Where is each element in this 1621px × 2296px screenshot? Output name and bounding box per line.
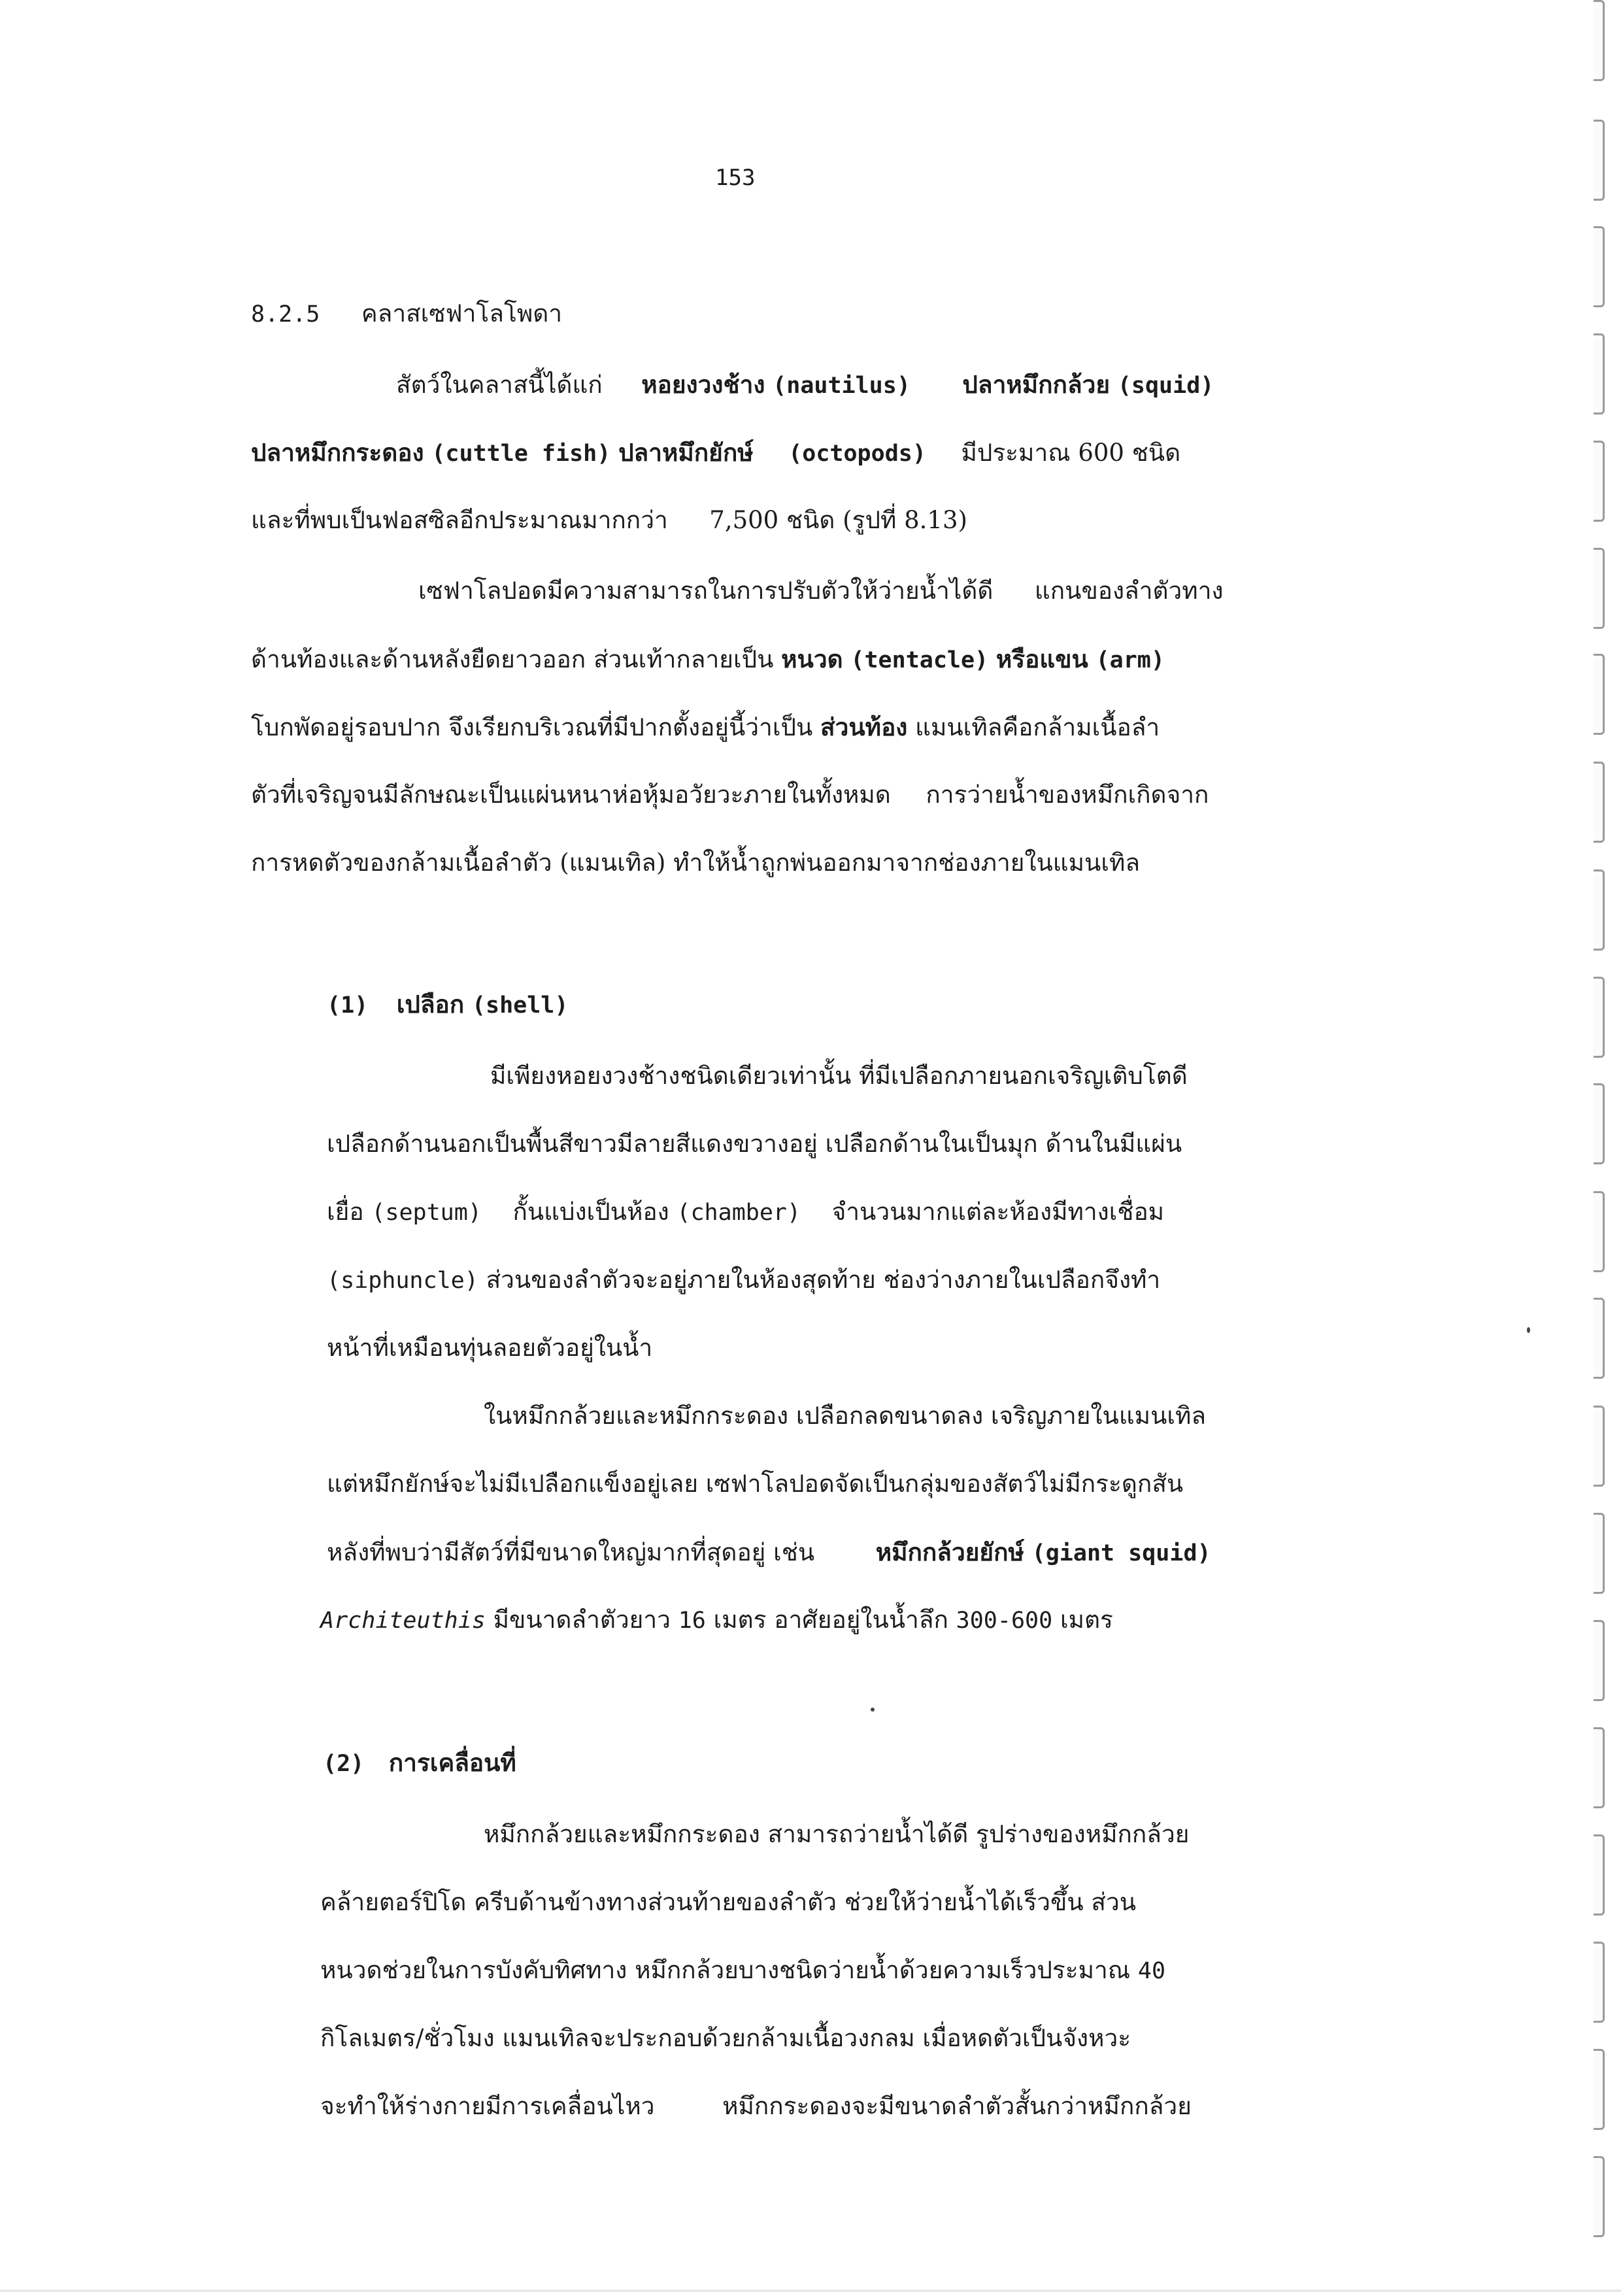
text-span: จำนวนมากแต่ละห้องมีทางเชื่อม [831,1198,1165,1226]
binder-ring [1594,2049,1605,2130]
term-tentacle-th: หนวด [781,645,843,673]
text-span: การหดตัวของกล้ามเนื้อลำตัว (แมนเทิล) ทำให้น้ำถูกพ่นออกมาจากช่องภายในแมนเทิล [251,849,1141,877]
text-span: แกนของลำตัวทาง [1034,577,1224,605]
text-span: เปลือกด้านนอกเป็นพื้นสีขาวมีลายสีแดงขวางอยู่ เปลือกด้านในเป็นมุก ด้านในมีแผ่น [327,1130,1182,1158]
text-span: แต่หมึกยักษ์จะไม่มีเปลือกแข็งอยู่เลย เซฟาโลปอดจัดเป็นกลุ่มของสัตว์ไม่มีกระดูกสัน [327,1470,1184,1498]
binder-ring [1594,762,1605,843]
binder-ring [1594,2156,1605,2237]
binder-ring [1594,1942,1605,2023]
term-nautilus-en: (nautilus) [773,373,911,399]
binder-ring [1594,1083,1605,1164]
subsection-title: การเคลื่อนที่ [388,1748,516,1777]
term-chamber: (chamber) [677,1200,801,1226]
binder-ring [1594,1191,1605,1272]
text-span: มีเพียงหอยงวงช้างชนิดเดียวเท่านั้น ที่มีเปลือกภายนอกเจริญเติบโตดี [490,1062,1188,1090]
subsection-1-line-1 [490,1059,1188,1093]
term-giant-squid-en: (giant squid) [1031,1540,1211,1566]
text-span: เซฟาโลปอดมีความสามารถในการปรับตัวให้ว่ายน้ำได้ดี [418,577,994,605]
term-septum: (septum) [371,1200,482,1226]
text-span: เยื่อ [327,1198,364,1226]
text-span: เมตร [1060,1606,1113,1634]
term-cuttlefish-th: ปลาหมึกกระดอง [251,438,424,467]
text-span: การว่ายน้ำของหมึกเกิดจาก [926,781,1209,809]
text-span: และที่พบเป็นฟอสซิลอีกประมาณมากกว่า [251,506,668,534]
subsection-2-line-3 [320,1953,1165,1988]
subsection-1-line-2 [327,1127,1182,1161]
paragraph-2-line-5 [251,846,1140,880]
term-squid-th: ปลาหมึกกล้วย [962,370,1111,399]
subsection-number: (2) [323,1751,365,1777]
binder-ring [1594,1727,1605,1808]
binder-ring [1594,226,1605,307]
subsection-1-heading [327,987,568,1022]
term-tentacle-en: (tentacle) [850,647,989,673]
term-arm-en: (arm) [1095,647,1165,673]
binder-ring [1594,1620,1605,1701]
text-span: กั้นแบ่งเป็นห้อง [512,1198,669,1226]
term-squid-en: (squid) [1117,373,1214,399]
subsection-1-line-3 [327,1195,1164,1230]
subsection-1-line-9 [320,1603,1113,1638]
page-bottom-edge [0,2289,1621,2292]
subsection-2-line-1 [484,1817,1189,1851]
binder-ring [1594,0,1605,81]
paragraph-2-line-1 [418,574,1224,608]
text-span: 16 [678,1608,706,1634]
subsection-2-line-2 [320,1885,1136,1919]
text-span: หลังที่พบว่ามีสัตว์ที่มีขนาดใหญ่มากที่สุดอยู่ เช่น [327,1538,815,1566]
text-span: 40 [1137,1958,1166,1984]
text-span: 7,500 ชนิด (รูปที่ 8.13) [709,506,967,534]
paragraph-2-line-4 [251,778,1209,812]
section-number: 8.2.5 [251,301,320,328]
text-span: หมึกกระดองจะมีขนาดลำตัวสั้นกว่าหมึกกล้วย [722,2092,1192,2120]
text-span: หน้าที่เหมือนทุ่นลอยตัวอยู่ในน้ำ [327,1334,653,1362]
paragraph-1-line-3 [251,503,967,537]
binder-rings [1588,0,1621,2296]
text-span: จะทำให้ร่างกายมีการเคลื่อนไหว [320,2092,655,2120]
text-span: แมนเทิลคือกล้ามเนื้อลำ [915,713,1160,741]
term-octopus-en: (octopods) [788,441,926,467]
text-span: หมึกกล้วยและหมึกกระดอง สามารถว่ายน้ำได้ดี รูปร่างของหมึกกล้วย [484,1820,1190,1848]
text-span: สัตว์ในคลาสนี้ได้แก่ [396,371,603,399]
text-span: โบกพัดอยู่รอบปาก จึงเรียกบริเวณที่มีปากตั้งอยู่นี้ว่าเป็น [251,713,813,741]
subsection-title: เปลือก [396,990,465,1019]
subsection-1-line-5 [327,1331,652,1365]
text-span: ในหมึกกล้วยและหมึกกระดอง เปลือกลดขนาดลง เจริญภายในแมนเทิล [484,1402,1207,1430]
scan-speck [871,1708,875,1712]
text-span: คล้ายตอร์ปิโด ครีบด้านข้างทางส่วนท้ายของลำตัว ช่วยให้ว่ายน้ำได้เร็วขึ้น ส่วน [320,1888,1137,1916]
subsection-title-en: (shell) [471,992,569,1019]
subsection-1-line-8 [327,1535,1211,1570]
text-span: มีประมาณ 600 ชนิด [961,439,1181,467]
binder-ring [1594,977,1605,1058]
text-span: ส่วนของลำตัวจะอยู่ภายในห้องสุดท้าย ช่องว่างภายในเปลือกจึงทำ [486,1266,1161,1294]
paragraph-1-line-2 [251,435,1180,471]
section-heading [251,297,562,331]
binder-ring [1594,441,1605,522]
term-siphuncle: (siphuncle) [327,1268,478,1294]
binder-ring [1594,654,1605,735]
text-span: มีขนาดลำตัวยาว [493,1606,671,1634]
term-giant-squid-th: หมึกกล้วยยักษ์ [875,1538,1024,1566]
binder-ring [1594,120,1605,201]
term-nautilus-th: หอยงวงช้าง [641,370,765,399]
binder-ring [1594,1513,1605,1594]
subsection-2-line-5 [320,2089,1192,2123]
term-arm-th: หรือแขน [995,645,1088,673]
term-octopus-th: ปลาหมึกยักษ์ [618,438,754,467]
text-span: 300-600 [956,1608,1053,1634]
binder-ring [1594,1406,1605,1487]
subsection-1-line-6 [484,1399,1206,1433]
page-number: 153 [715,165,756,191]
paragraph-2-line-3 [251,710,1160,745]
binder-ring [1594,548,1605,629]
text-span: กิโลเมตร/ชั่วโมง แมนเทิลจะประกอบด้วยกล้ามเนื้อวงกลม เมื่อหดตัวเป็นจังหวะ [320,2024,1131,2052]
subsection-2-heading [323,1746,516,1781]
binder-ring [1594,333,1605,414]
subsection-1-line-4 [327,1263,1160,1298]
binder-ring [1594,1298,1605,1379]
text-span: ด้านท้องและด้านหลังยืดยาวออก ส่วนเท้ากลายเป็น [251,645,774,673]
term-cuttlefish-en: (cuttle fish) [431,441,611,467]
paragraph-2-line-2 [251,642,1165,677]
term-ventral-side: ส่วนท้อง [820,713,908,741]
text-span: หนวดช่วยในการบังคับทิศทาง หมึกกล้วยบางชนิดว่ายน้ำด้วยความเร็วประมาณ [320,1956,1131,1984]
binder-ring [1594,1834,1605,1916]
section-title: คลาสเซฟาโลโพดา [361,299,563,328]
term-architeuthis: Architeuthis [320,1608,486,1634]
subsection-1-line-7 [327,1467,1183,1501]
text-span: ตัวที่เจริญจนมีลักษณะเป็นแผ่นหนาห่อหุ้มอวัยวะภายในทั้งหมด [251,781,891,809]
subsection-2-line-4 [320,2021,1131,2055]
text-span: เมตร อาศัยอยู่ในน้ำลึก [713,1606,948,1634]
scan-speck [1527,1327,1530,1333]
binder-ring [1594,869,1605,951]
paragraph-1-line-1 [396,367,1214,403]
subsection-number: (1) [327,992,369,1019]
